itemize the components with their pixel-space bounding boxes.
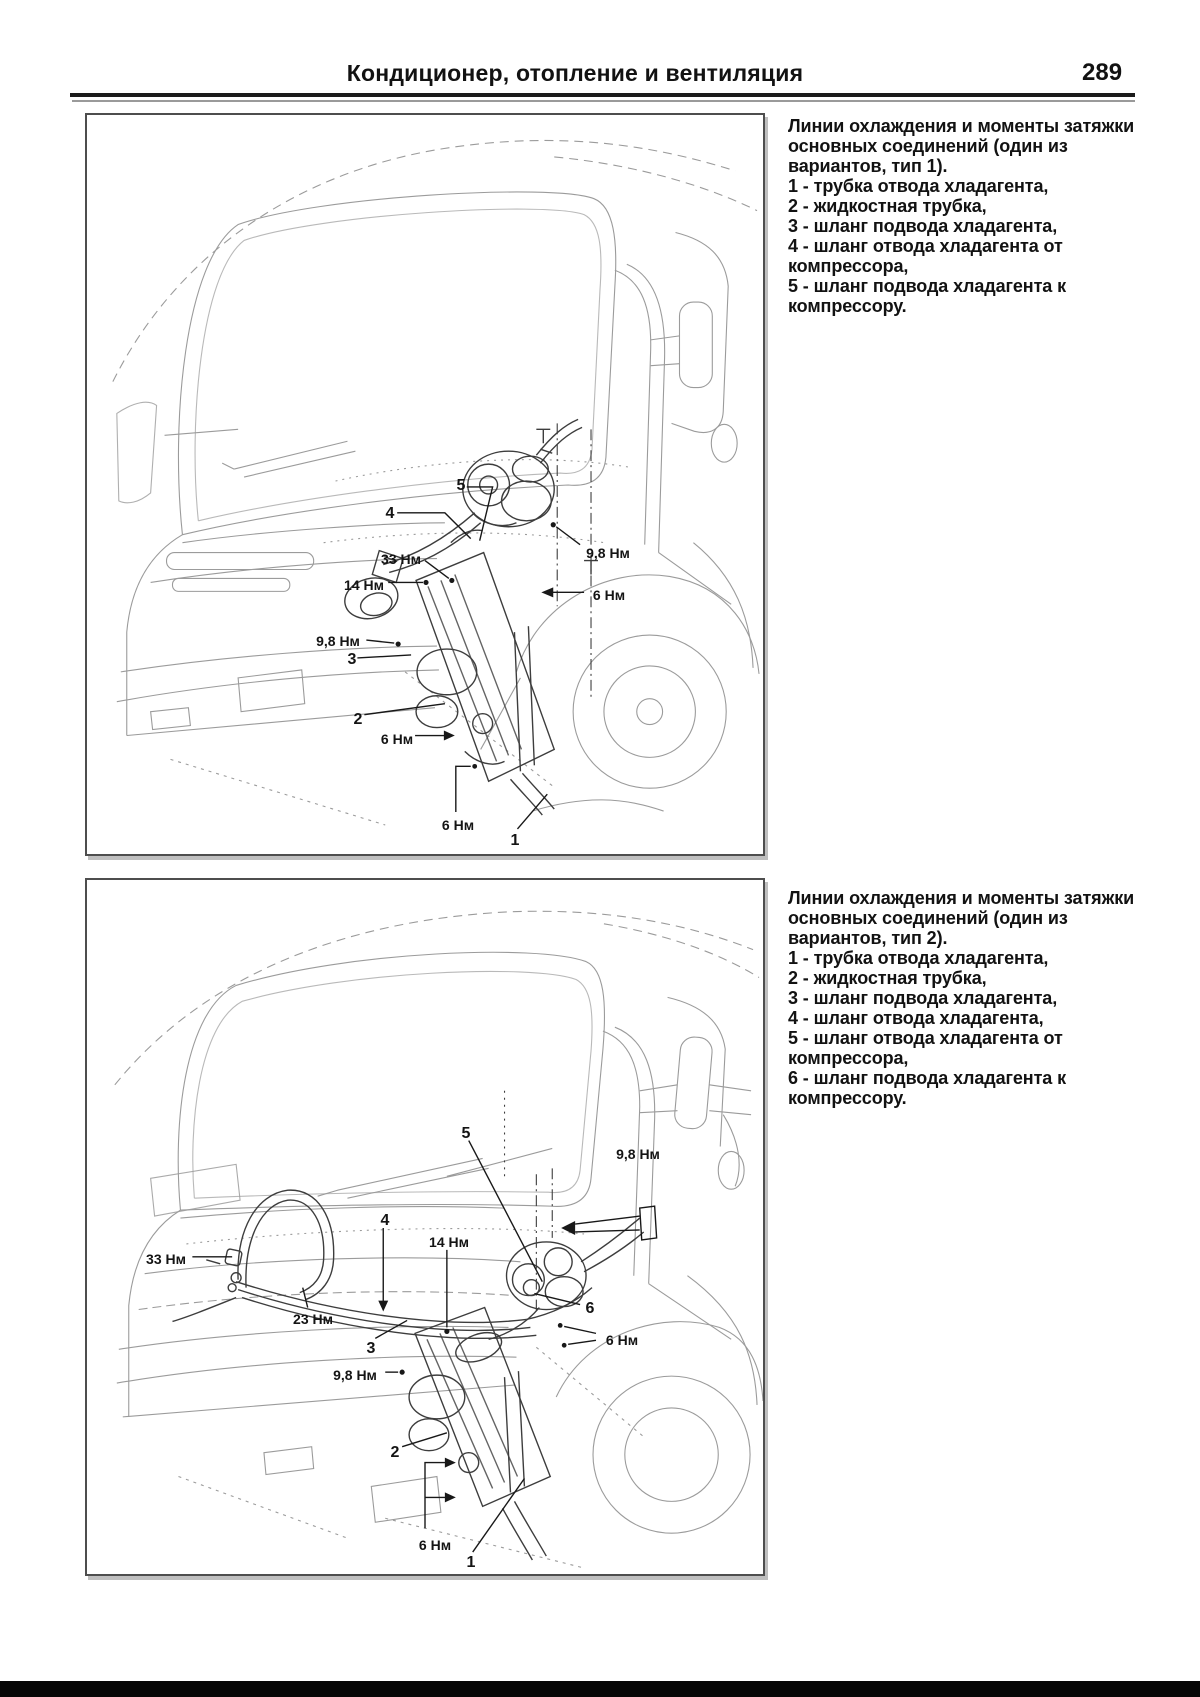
page-bottom-edge bbox=[0, 1681, 1200, 1697]
figure2-caption bbox=[788, 888, 1140, 1108]
figure2-caption-list bbox=[788, 948, 1140, 1108]
figure2-caption-intro: Линии охлаждения и моменты затяжки основных соединений (один из вариантов, тип 2). bbox=[788, 888, 1135, 948]
part-number-label: 4 bbox=[380, 1212, 390, 1229]
torque-label: 6 Нм bbox=[441, 817, 475, 833]
part-number-label: 3 bbox=[366, 1340, 376, 1357]
part-number-label: 2 bbox=[353, 711, 363, 728]
torque-label: 6 Нм bbox=[418, 1537, 452, 1553]
caption-item: 6 - шланг подвода хладагента к компрессору. bbox=[788, 1068, 1067, 1108]
header-rule-shadow bbox=[72, 100, 1135, 102]
truck-cab-sketch-1 bbox=[87, 115, 763, 854]
torque-label: 6 Нм bbox=[380, 731, 414, 747]
page-number: 289 bbox=[1082, 59, 1123, 86]
torque-label: 33 Нм bbox=[381, 551, 421, 567]
figure2-frame bbox=[85, 878, 765, 1576]
ac-components bbox=[340, 419, 598, 815]
caption-item: 1 - трубка отвода хладагента, bbox=[788, 176, 1049, 196]
torque-label: 9,8 Нм bbox=[316, 633, 360, 649]
caption-item: 3 - шланг подвода хладагента, bbox=[788, 988, 1058, 1008]
torque-label: 33 Нм bbox=[146, 1251, 186, 1267]
part-number-label: 3 bbox=[347, 651, 357, 668]
caption-item: 1 - трубка отвода хладагента, bbox=[788, 948, 1049, 968]
figure1-caption-list bbox=[788, 176, 1140, 316]
caption-item: 3 - шланг подвода хладагента, bbox=[788, 216, 1058, 236]
caption-item: 4 - шланг отвода хладагента от компрессора, bbox=[788, 236, 1063, 276]
caption-item: 5 - шланг отвода хладагента от компрессора, bbox=[788, 1028, 1063, 1068]
torque-label: 14 Нм bbox=[429, 1234, 469, 1250]
torque-label: 9,8 Нм bbox=[586, 545, 630, 561]
torque-label: 23 Нм bbox=[293, 1311, 333, 1327]
caption-item: 5 - шланг подвода хладагента к компрессору. bbox=[788, 276, 1067, 316]
part-number-label: 6 bbox=[585, 1300, 595, 1317]
figure1-caption-intro: Линии охлаждения и моменты затяжки основных соединений (один из вариантов, тип 1). bbox=[788, 116, 1135, 176]
figure1-caption bbox=[788, 116, 1140, 316]
part-number-label: 5 bbox=[461, 1125, 471, 1142]
part-number-label: 2 bbox=[390, 1444, 400, 1461]
truck-cab-sketch-2 bbox=[87, 880, 763, 1574]
torque-label: 6 Нм bbox=[605, 1332, 639, 1348]
torque-label: 14 Нм bbox=[344, 577, 384, 593]
part-number-label: 4 bbox=[385, 505, 395, 522]
header-rule bbox=[70, 93, 1135, 97]
caption-item: 2 - жидкостная трубка, bbox=[788, 196, 987, 216]
torque-label: 9,8 Нм bbox=[616, 1146, 660, 1162]
torque-label: 6 Нм bbox=[592, 587, 626, 603]
part-number-label: 1 bbox=[466, 1554, 476, 1571]
page-title: Кондиционер, отопление и вентиляция bbox=[346, 60, 804, 86]
figure1-frame bbox=[85, 113, 765, 856]
part-number-label: 5 bbox=[456, 477, 466, 494]
part-number-label: 1 bbox=[510, 832, 520, 849]
ac-components bbox=[172, 1091, 643, 1560]
caption-item: 4 - шланг отвода хладагента, bbox=[788, 1008, 1044, 1028]
torque-label: 9,8 Нм bbox=[333, 1367, 377, 1383]
caption-item: 2 - жидкостная трубка, bbox=[788, 968, 987, 988]
cab-outline bbox=[113, 140, 759, 825]
